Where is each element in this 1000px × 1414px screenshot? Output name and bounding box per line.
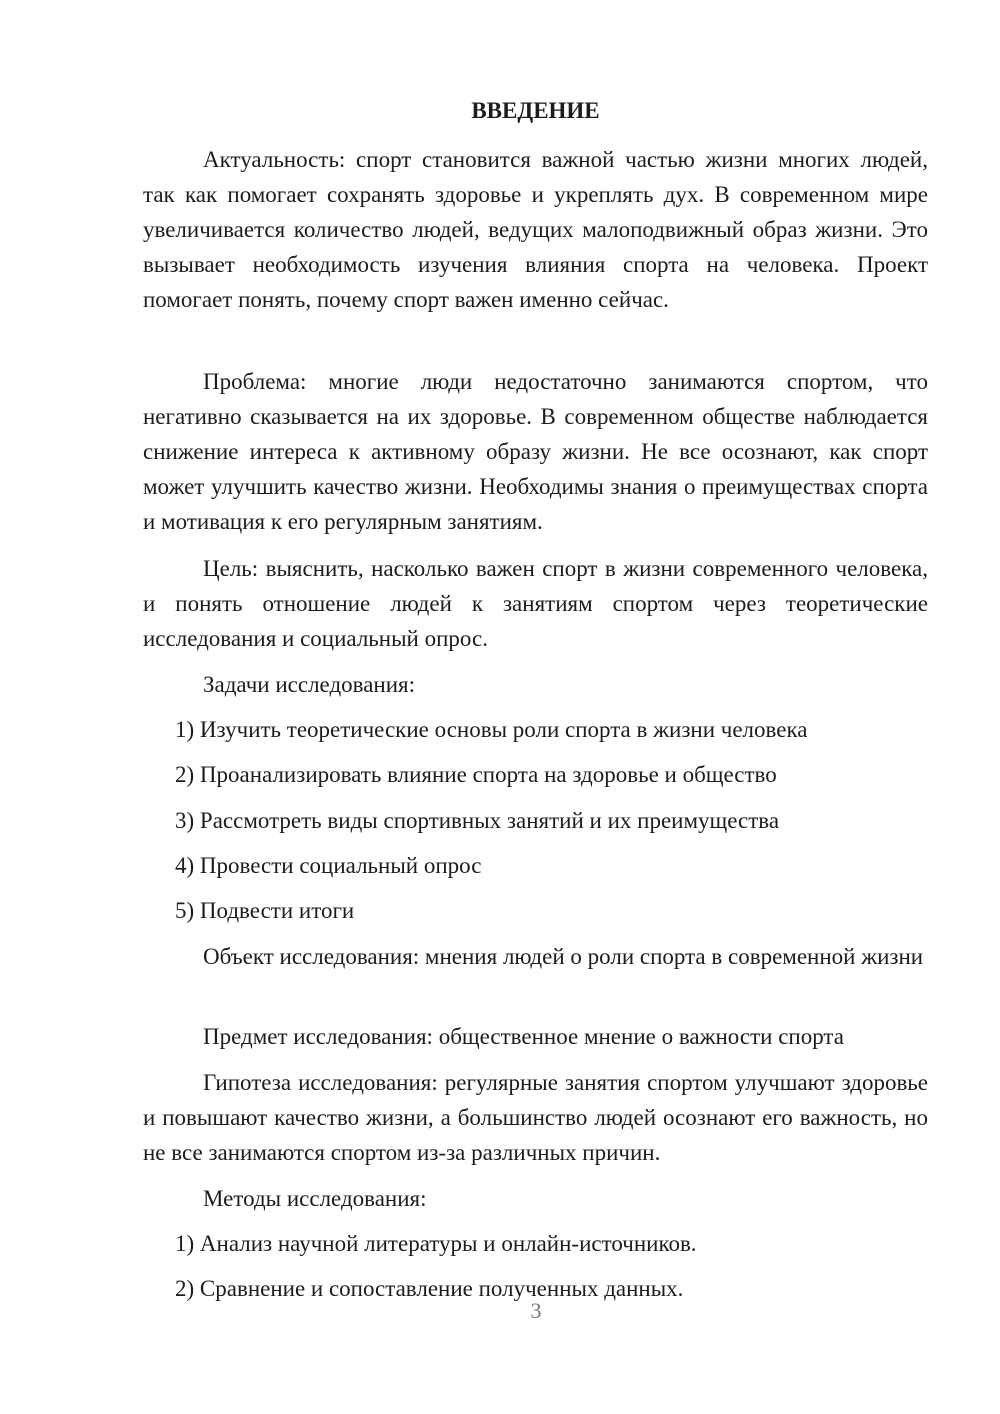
subject-paragraph: Предмет исследования: общественное мнение о важности спорта: [203, 1024, 844, 1049]
task-item: 2) Проанализировать влияние спорта на здоровье и общество: [175, 762, 777, 787]
task-item: 1) Изучить теоретические основы роли спорта в жизни человека: [175, 717, 808, 742]
method-item: 2) Сравнение и сопоставление полученных данных.: [175, 1276, 684, 1301]
tasks-heading: Задачи исследования:: [203, 672, 416, 697]
task-item: 3) Рассмотреть виды спортивных занятий и их преимущества: [175, 808, 780, 833]
object-paragraph: Объект исследования: мнения людей о роли спорта в современной жизни: [203, 944, 924, 969]
hypothesis-paragraph: Гипотеза исследования: регулярные занятия спортом улучшают здоровье и повышают качество жизни, а большинство людей осознают его важность, но не все занимаются спортом из-за различных причин.: [143, 1070, 928, 1165]
page-title: ВВЕДЕНИЕ: [471, 98, 600, 123]
task-item: 5) Подвести итоги: [175, 898, 355, 923]
task-item: 4) Провести социальный опрос: [175, 853, 482, 878]
problem-paragraph: Проблема: многие люди недостаточно занимаются спортом, что негативно сказывается на их здоровье. В современном обществе наблюдается снижение интереса к активному образу жизни. Не все осознают, как спорт может улучшить качество жизни. Необходимы знания о преимуществах спорта и мотивация к его регулярным занятиям.: [143, 369, 928, 534]
relevance-paragraph: Актуальность: спорт становится важной частью жизни многих людей, так как помогает сохранять здоровье и укреплять дух. В современном мире увеличивается количество людей, ведущих малоподвижный образ жизни. Это вызывает необходимость изучения влияния спорта на человека. Проект помогает понять, почему спорт важен именно сейчас.: [143, 147, 928, 312]
methods-heading: Методы исследования:: [203, 1186, 427, 1211]
method-item: 1) Анализ научной литературы и онлайн-источников.: [175, 1231, 697, 1256]
page-number: 3: [530, 1298, 542, 1323]
goal-paragraph: Цель: выяснить, насколько важен спорт в жизни современного человека, и понять отношение людей к занятиям спортом через теоретические исследования и социальный опрос.: [143, 556, 928, 651]
